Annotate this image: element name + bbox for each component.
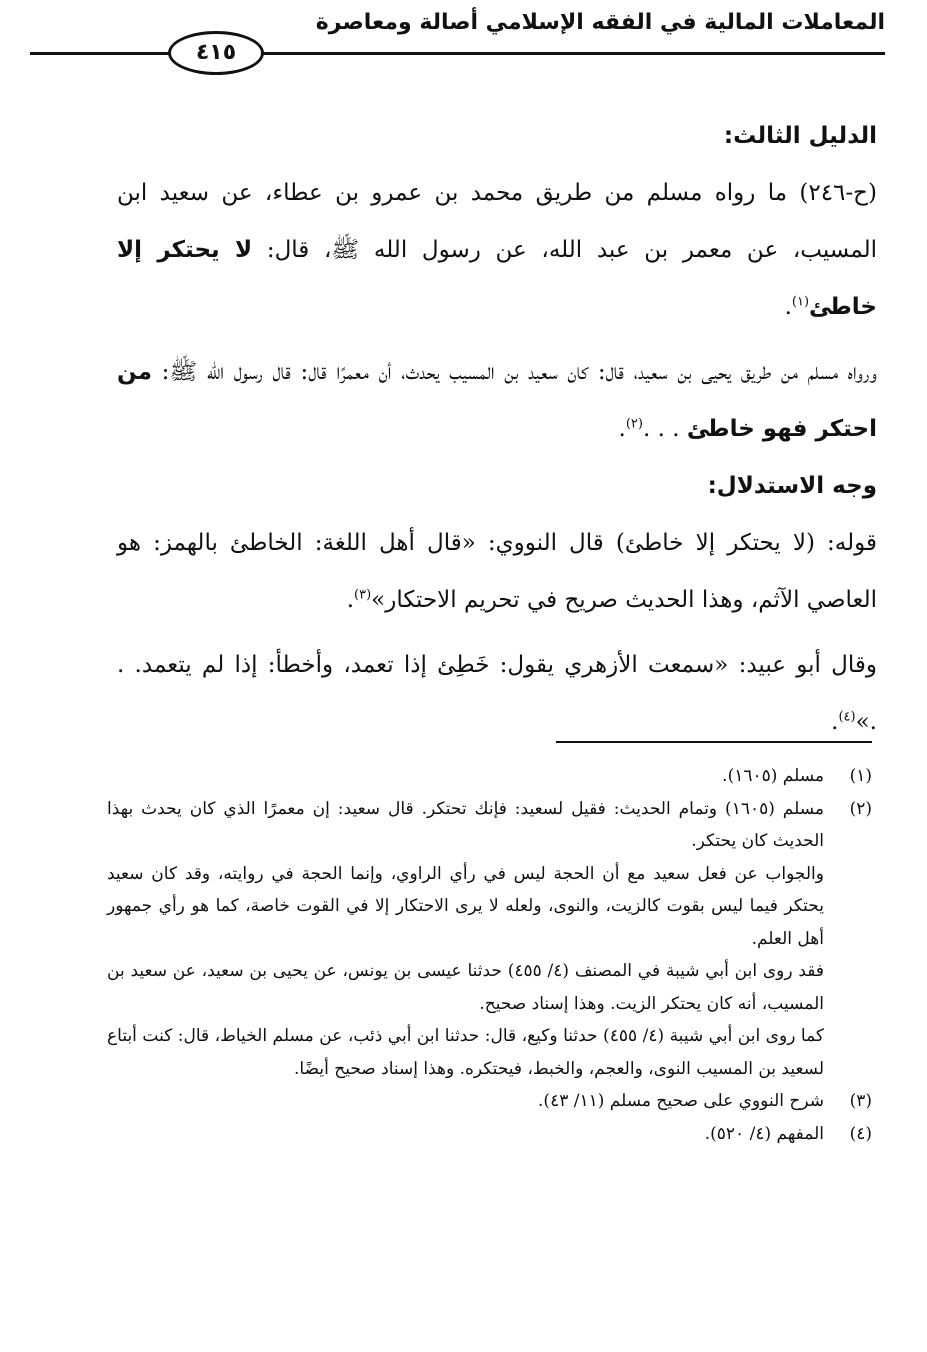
header-rule — [30, 52, 885, 55]
footnote-1 — [107, 760, 872, 793]
footnotes — [107, 760, 872, 1150]
hadith-2-intro: ورواه مسلم من طريق يحيى بن سعيد، قال: كان سعيد بن المسيب يحدث، أن معمرًا قال: قال رسول الله ﷺ: — [151, 359, 877, 385]
footnote-ref-3: (٣) — [354, 587, 372, 603]
abu-ubaid-text: وقال أبو عبيد: «سمعت الأزهري يقول: خَطِئ إذا تعمد، وأخطأ: إذا لم يتعمد. . .» — [117, 652, 877, 735]
footnote-text: مسلم (١٦٠٥) وتمام الحديث: فقيل لسعيد: فإنك تحتكر. قال سعيد: إن معمرًا الذي كان يحدث بهذا الحديث كان يحتكر. — [107, 798, 825, 851]
footnote-ref-1: (١) — [791, 294, 810, 310]
footnote-mark: (١) — [849, 766, 872, 786]
footnote-2-continuation: فقد روى ابن أبي شيبة في المصنف (٤/ ٤٥٥) حدثنا عيسى بن يونس، عن يحيى بن سعيد، عن سعيد بن المسيب، أنه كان يحتكر الزيت. وهذا إسناد صحيح. — [107, 961, 824, 1014]
footnote-4 — [107, 1118, 872, 1151]
nawawi-text: قوله: (لا يحتكر إلا خاطئ) قال النووي: «قال أهل اللغة: الخاطئ بالهمز: هو العاصي الآثم، وهذا الحديث صريح في تحريم الاحتكار» — [117, 530, 877, 613]
footnote-text: المفهم (٤/ ٥٢٠). — [704, 1123, 824, 1144]
footnote-mark: (٣) — [849, 1091, 872, 1111]
footnote-ref-2: (٢) — [625, 416, 643, 432]
footnote-text: شرح النووي على صحيح مسلم (١١/ ٤٣). — [538, 1091, 824, 1111]
abu-ubaid-end: . — [831, 709, 839, 735]
running-title: المعاملات المالية في الفقه الإسلامي أصالة ومعاصرة — [315, 10, 885, 35]
hadith-1-end: . — [784, 294, 792, 320]
section-heading-inference: وجه الاستدلال: — [707, 473, 877, 499]
hadith-1-intro: (ح-٢٤٦) ما رواه مسلم من طريق محمد بن عمرو بن عطاء، عن سعيد ابن المسيب، عن معمر بن عبد الله، عن رسول الله ﷺ، قال: — [117, 180, 877, 263]
footnote-ref-4: (٤) — [838, 709, 856, 725]
section-heading-evidence: الدليل الثالث: — [723, 123, 877, 149]
footnote-2-continuation: كما روى ابن أبي شيبة (٤/ ٤٥٥) حدثنا وكيع، قال: حدثنا ابن أبي ذئب، عن مسلم الخياط، قال: كنت أبتاع لسعيد بن المسيب النوى، والعجم، والخبط، فيحتكره. وهذا إسناد صحيح أيضًا. — [107, 1026, 824, 1079]
hadith-paragraph-1 — [117, 165, 877, 336]
hadith-2-quote: من احتكر فهو خاطئ — [117, 359, 877, 442]
nawawi-paragraph — [117, 515, 877, 629]
footnote-separator — [556, 741, 872, 743]
hadith-2-ellipsis: . . . — [642, 416, 687, 442]
page-number: ٤١٥ — [168, 31, 264, 75]
footnote-2-continuation: والجواب عن فعل سعيد مع أن الحجة ليس في رأي الراوي، وإنما الحجة في روايته، وقد كان سعيد يحتكر فيما ليس بقوت كالزيت، والنوى، ولعله لا يرى الاحتكار إلا في القوت خاصة، كما هو رأي جمهور أهل العلم. — [107, 863, 824, 949]
footnote-2 — [107, 793, 872, 858]
nawawi-end: . — [346, 587, 354, 613]
footnote-text: مسلم (١٦٠٥). — [722, 766, 824, 786]
footnote-3 — [107, 1085, 872, 1118]
hadith-2-end: . — [618, 416, 626, 442]
hadith-1-quote: لا يحتكر إلا خاطئ — [117, 237, 877, 320]
footnote-mark: (٢) — [849, 798, 872, 819]
hadith-paragraph-2 — [117, 344, 877, 458]
main-text — [117, 108, 877, 751]
footnote-mark: (٤) — [849, 1123, 872, 1144]
abu-ubaid-paragraph — [117, 637, 877, 751]
